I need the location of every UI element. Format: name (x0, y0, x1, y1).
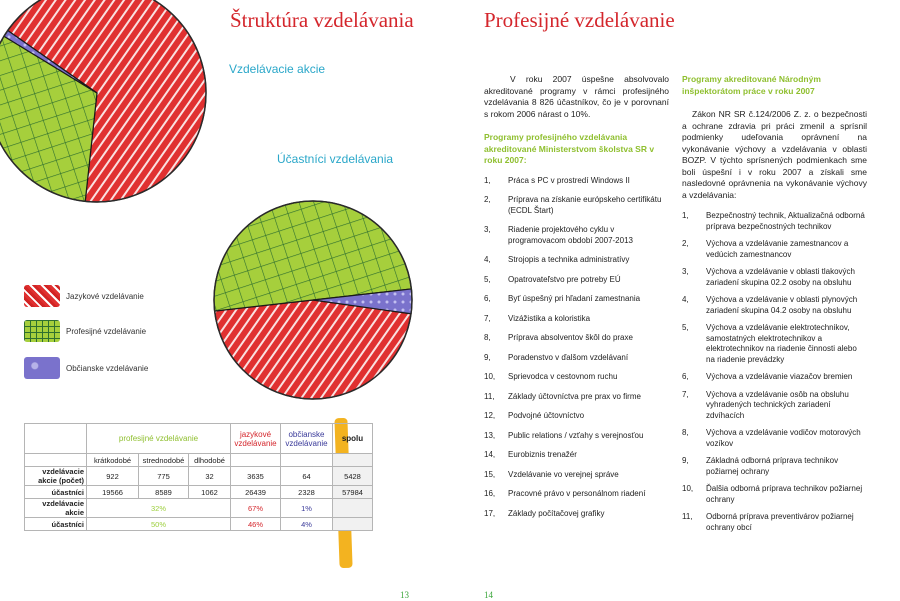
table-cell: 50% (87, 518, 231, 531)
legend-label-civic: Občianske vzdelávanie (66, 363, 149, 373)
table-cell: 1062 (189, 486, 231, 499)
list-item: 6, Výchova a vzdelávanie viazačov bremien (682, 372, 853, 381)
header-language: jazykové vzdelávanie (231, 424, 281, 454)
legend-swatch-language (24, 285, 60, 307)
table-cell: 5428 (333, 467, 373, 486)
header-civic: občianske vzdelávanie (281, 424, 333, 454)
list-item: 8, Príprava absolventov škôl do praxe (484, 333, 633, 342)
page-number-left: 13 (400, 590, 409, 600)
chart-label-participants: Účastníci vzdelávania (277, 152, 394, 166)
slice-language (215, 300, 411, 399)
subheader-short: krátkodobé (87, 454, 139, 467)
legend-item-professional (24, 320, 146, 342)
right-page (450, 0, 900, 601)
table-cell: 32 (189, 467, 231, 486)
legend-label-professional: Profesijné vzdelávanie (66, 326, 147, 336)
list-item: 12, Podvojné účtovníctvo (484, 411, 585, 420)
table-row (25, 518, 373, 531)
table-cell: 46% (231, 518, 281, 531)
legend-label-language: Jazykové vzdelávanie (66, 291, 144, 301)
row-label: účastníci (25, 518, 87, 531)
list-item: 2, Výchova a vzdelávanie zamestnancov a vedúcich zamestnancov (682, 239, 849, 259)
list-item: 2, Príprava na získanie európskeho certifikátu (ECDL Štart) (484, 195, 662, 215)
inspectorate-list (682, 211, 867, 533)
table-cell: 19566 (87, 486, 139, 499)
legend-item-language (24, 285, 144, 307)
heading-ministry: Programy profesijného vzdelávania akreditované Ministerstvom školstva SR v roku 2007: (484, 132, 655, 165)
list-item: 5, Výchova a vzdelávanie elektrotechnikov, samostatných elektrotechnikov a elektrotechnikov na riadenie činnosti alebo na riadenie prevádzky (682, 323, 857, 364)
table-cell: 1% (281, 499, 333, 518)
table-cell: 922 (87, 467, 139, 486)
list-item: 7, Výchova a vzdelávanie osôb na obsluhu vyhradených technických zariadení zdvíhacích (682, 389, 849, 420)
table-subheader-row (25, 454, 373, 467)
legend-swatch-civic (24, 357, 60, 379)
row-label: vzdelávacie akcie (25, 499, 87, 518)
list-item: 16, Pracovné právo v personálnom riadení (484, 489, 646, 498)
table-row (25, 467, 373, 486)
page-number-right: 14 (484, 590, 493, 600)
row-label: účastníci (25, 486, 87, 499)
list-item: 11, Odborná príprava preventivárov požiarnej ochrany obcí (682, 512, 854, 532)
list-item: 9, Základná odborná príprava technikov požiarnej ochrany (682, 456, 839, 476)
table-cell: 8589 (139, 486, 189, 499)
ministry-list (484, 176, 669, 520)
list-item: 3, Výchova a vzdelávanie v oblasti tlakových zariadení skupina 02.2 osoby na obsluhu (682, 267, 855, 287)
list-item: 11, Základy účtovníctva pre prax vo firme (484, 391, 641, 401)
list-item: 4, Výchova a vzdelávanie v oblasti plynových zariadení skupina 04.2 osoby na obsluhu (682, 295, 858, 315)
column-left (484, 74, 669, 519)
pie-chart-participants (208, 195, 418, 405)
row-label: vzdelávacie akcie (počet) (25, 467, 87, 486)
list-item: 17, Základy počítačovej grafiky (484, 508, 605, 518)
table-cell: 64 (281, 467, 333, 486)
list-item: 9, Poradenstvo v ďalšom vzdelávaní (484, 352, 629, 362)
law-paragraph: Zákon NR SR č.124/2006 Z. z. o bezpečnosti a ochrane zdravia pri práci zmenil a sprísnil podmienky udeľovania oprávnení na vykonávanie výchovy a vzdelávania v oblasti BOZP. V týchto sprísnených podmienkach sme boli úspešní i v roku 2007 a získali sme nasledovné oprávnenia na vykonávanie výchovy a vzdelávania: (682, 109, 867, 200)
page-title-professional: Profesijné vzdelávanie (484, 8, 675, 32)
list-item: 1, Bezpečnostný technik, Aktualizačná odborná príprava bezpečnostných technikov (682, 211, 865, 231)
table-row (25, 486, 373, 499)
legend-item-civic (24, 357, 148, 379)
table-cell: 775 (139, 467, 189, 486)
subheader-medium: strednodobé (139, 454, 189, 467)
subheader-long: dlhodobé (189, 454, 231, 467)
intro-paragraph: V roku 2007 úspešne absolvovalo akreditované programy v rámci profesijného vzdelávania 8 826 účastníkov, čo je v porovnaní s rokom 2006 nárast o 10%. (484, 74, 669, 119)
list-item: 4, Strojopis a technika administratívy (484, 255, 630, 264)
table-cell: 2328 (281, 486, 333, 499)
list-item: 6, Byť úspešný pri hľadaní zamestnania (484, 294, 641, 303)
list-item: 7, Vizážistika a koloristika (484, 313, 591, 323)
column-right (682, 74, 867, 533)
list-item: 15, Vzdelávanie vo verejnej správe (484, 469, 619, 479)
table-cell: 32% (87, 499, 231, 518)
table-cell: 4% (281, 518, 333, 531)
pie-chart-actions (0, 0, 212, 208)
list-item: 8, Výchova a vzdelávanie vodičov motorových vozíkov (682, 428, 861, 448)
legend-swatch-professional (24, 320, 60, 342)
list-item: 3, Riadenie projektového cyklu v programovacom období 2007-2013 (484, 225, 633, 245)
list-item: 10, Ďalšia odborná príprava technikov požiarnej ochrany (682, 484, 863, 504)
table-cell: 26439 (231, 486, 281, 499)
header-professional: profesijné vzdelávanie (87, 424, 231, 454)
table-header-row (25, 424, 373, 454)
page-title-structure: Štruktúra vzdelávania (230, 8, 414, 32)
chart-label-actions: Vzdelávacie akcie (229, 62, 326, 76)
list-item: 5, Opatrovateľstvo pre potreby EÚ (484, 274, 621, 284)
list-item: 14, Eurobiznis trenažér (484, 450, 577, 459)
table-cell: 57984 (333, 486, 373, 499)
list-item: 13, Public relations / vzťahy s verejnosťou (484, 430, 644, 440)
list-item: 1, Práca s PC v prostredí Windows II (484, 175, 630, 185)
table-cell: 3635 (231, 467, 281, 486)
header-total: spolu (333, 424, 373, 454)
table-cell: 67% (231, 499, 281, 518)
table-row (25, 499, 373, 518)
heading-inspectorate: Programy akreditované Národným inšpektorátom práce v roku 2007 (682, 74, 821, 96)
list-item: 10, Sprievodca v cestovnom ruchu (484, 372, 618, 381)
stats-table (24, 423, 373, 531)
